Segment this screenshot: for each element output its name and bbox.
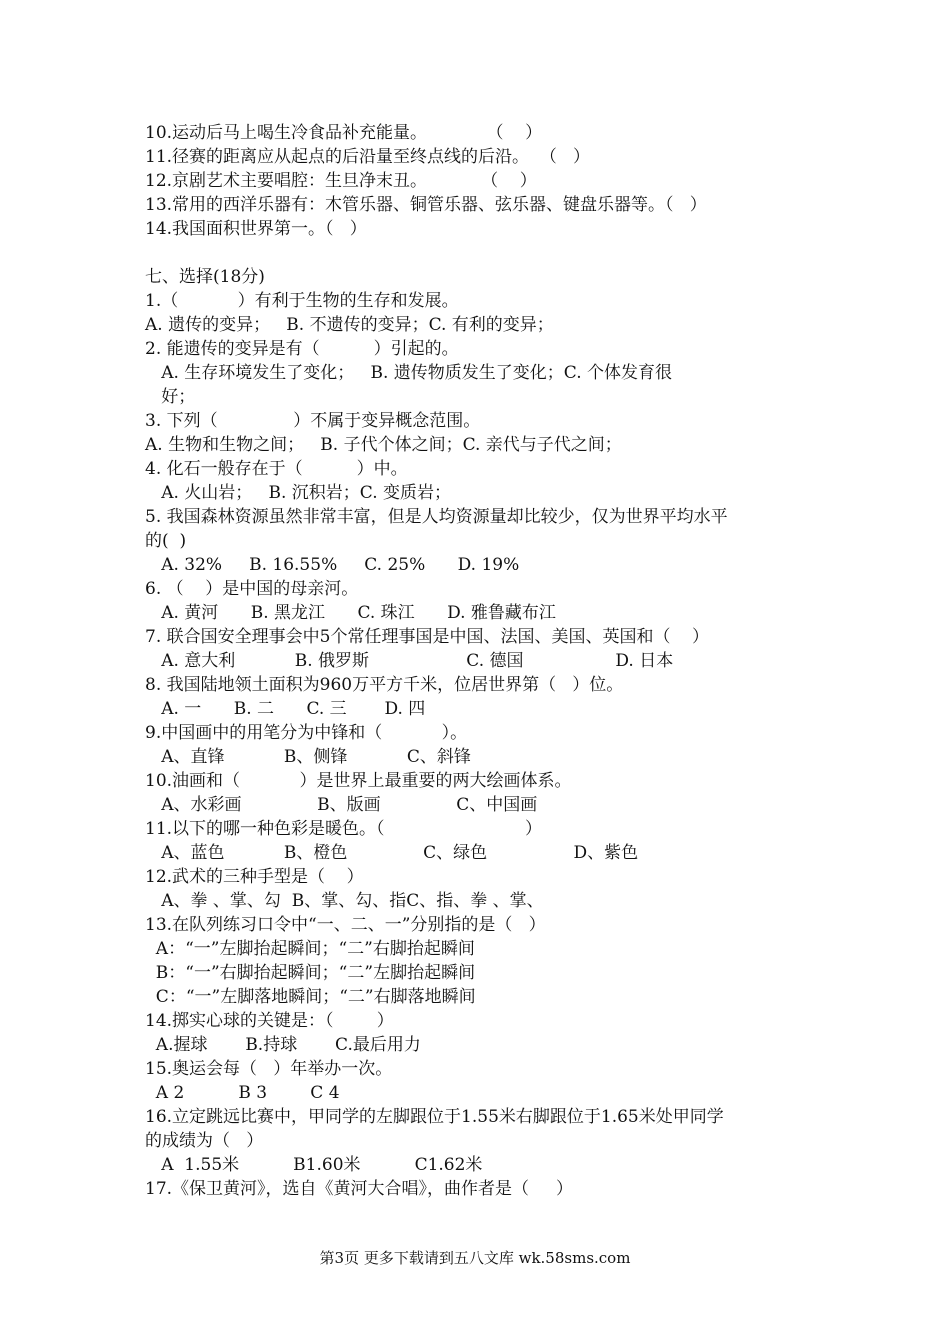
choice-q16-cont: 的成绩为（ ） bbox=[145, 1131, 264, 1151]
choice-q14: 14.掷实心球的关键是：（ ） bbox=[145, 1011, 394, 1031]
choice-q11-options: A、蓝色 B、橙色 C、绿色 D、紫色 bbox=[145, 843, 639, 863]
choice-q11: 11.以下的哪一种色彩是暖色。（ ） bbox=[145, 819, 543, 839]
page-footer: 第3页 更多下载请到五八文库 wk.58sms.com bbox=[319, 1249, 631, 1267]
choice-q7: 7. 联合国安全理事会中5个常任理事国是中国、法国、美国、英国和（ ） bbox=[145, 627, 710, 647]
choice-q3: 3. 下列（ ）不属于变异概念范围。 bbox=[145, 411, 481, 431]
judgement-item-10: 10.运动后马上喝生冷食品补充能量。 （ ） bbox=[145, 123, 543, 143]
choice-q3-options: A. 生物和生物之间； B. 子代个体之间；C. 亲代与子代之间； bbox=[145, 435, 622, 455]
choice-q17: 17.《保卫黄河》，选自《黄河大合唱》，曲作者是（ ） bbox=[145, 1179, 574, 1199]
choice-q13-option-a: A：“一”左脚抬起瞬间；“二”右脚抬起瞬间 bbox=[145, 939, 475, 959]
choice-q2: 2. 能遗传的变异是有（ ）引起的。 bbox=[145, 339, 459, 359]
choice-q5-options: A. 32% B. 16.55% C. 25% D. 19% bbox=[145, 555, 520, 575]
choice-q16-options: A 1.55米 B1.60米 C1.62米 bbox=[145, 1155, 483, 1175]
choice-q12: 12.武术的三种手型是（ ） bbox=[145, 867, 364, 887]
choice-q13: 13.在队列练习口令中“一、二、一”分别指的是（ ） bbox=[145, 915, 546, 935]
choice-q14-options: A.握球 B.持球 C.最后用力 bbox=[145, 1035, 421, 1055]
choice-q5: 5. 我国森林资源虽然非常丰富，但是人均资源量却比较少，仅为世界平均水平 bbox=[145, 507, 728, 527]
choice-q10: 10.油画和（ ）是世界上最重要的两大绘画体系。 bbox=[145, 771, 572, 791]
choice-q12-options: A、拳 、掌、勾 B、掌、勾、指C、指、拳 、掌、 bbox=[145, 891, 544, 911]
choice-q9-options: A、直锋 B、侧锋 C、斜锋 bbox=[145, 747, 471, 767]
judgement-item-13: 13.常用的西洋乐器有：木管乐器、铜管乐器、弦乐器、键盘乐器等。（ ） bbox=[145, 195, 707, 215]
choice-q8: 8. 我国陆地领土面积为960万平方千米，位居世界第（ ）位。 bbox=[145, 675, 624, 695]
choice-q15-options: A 2 B 3 C 4 bbox=[145, 1083, 340, 1103]
choice-q7-options: A. 意大利 B. 俄罗斯 C. 德国 D. 日本 bbox=[145, 651, 674, 671]
choice-q9: 9.中国画中的用笔分为中锋和（ ）。 bbox=[145, 723, 468, 743]
choice-q2-options-cont: 好； bbox=[145, 387, 196, 407]
choice-q16: 16.立定跳远比赛中，甲同学的左脚跟位于1.55米右脚跟位于1.65米处甲同学 bbox=[145, 1107, 724, 1127]
choice-q6: 6. （ ）是中国的母亲河。 bbox=[145, 579, 359, 599]
judgement-item-12: 12.京剧艺术主要唱腔：生旦净末丑。 （ ） bbox=[145, 171, 537, 191]
choice-q2-options: A. 生存环境发生了变化； B. 遗传物质发生了变化；C. 个体发育很 bbox=[145, 363, 673, 383]
choice-q1: 1.（ ）有利于生物的生存和发展。 bbox=[145, 291, 459, 311]
choice-q15: 15.奥运会每（ ）年举办一次。 bbox=[145, 1059, 393, 1079]
choice-q5-cont: 的( ) bbox=[145, 531, 187, 551]
section-title: 七、选择(18分) bbox=[145, 267, 265, 287]
choice-q13-option-c: C：“一”左脚落地瞬间；“二”右脚落地瞬间 bbox=[145, 987, 476, 1007]
choice-q6-options: A. 黄河 B. 黑龙江 C. 珠江 D. 雅鲁藏布江 bbox=[145, 603, 556, 623]
choice-q4: 4. 化石一般存在于（ ）中。 bbox=[145, 459, 408, 479]
choice-q13-option-b: B：“一”右脚抬起瞬间；“二”左脚抬起瞬间 bbox=[145, 963, 476, 983]
choice-q8-options: A. 一 B. 二 C. 三 D. 四 bbox=[145, 699, 426, 719]
judgement-item-14: 14.我国面积世界第一。（ ） bbox=[145, 219, 367, 239]
choice-q1-options: A. 遗传的变异； B. 不遗传的变异；C. 有利的变异； bbox=[145, 315, 554, 335]
choice-q10-options: A、水彩画 B、版画 C、中国画 bbox=[145, 795, 538, 815]
judgement-item-11: 11.径赛的距离应从起点的后沿量至终点线的后沿。 （ ） bbox=[145, 147, 591, 167]
choice-q4-options: A. 火山岩； B. 沉积岩；C. 变质岩； bbox=[145, 483, 452, 503]
